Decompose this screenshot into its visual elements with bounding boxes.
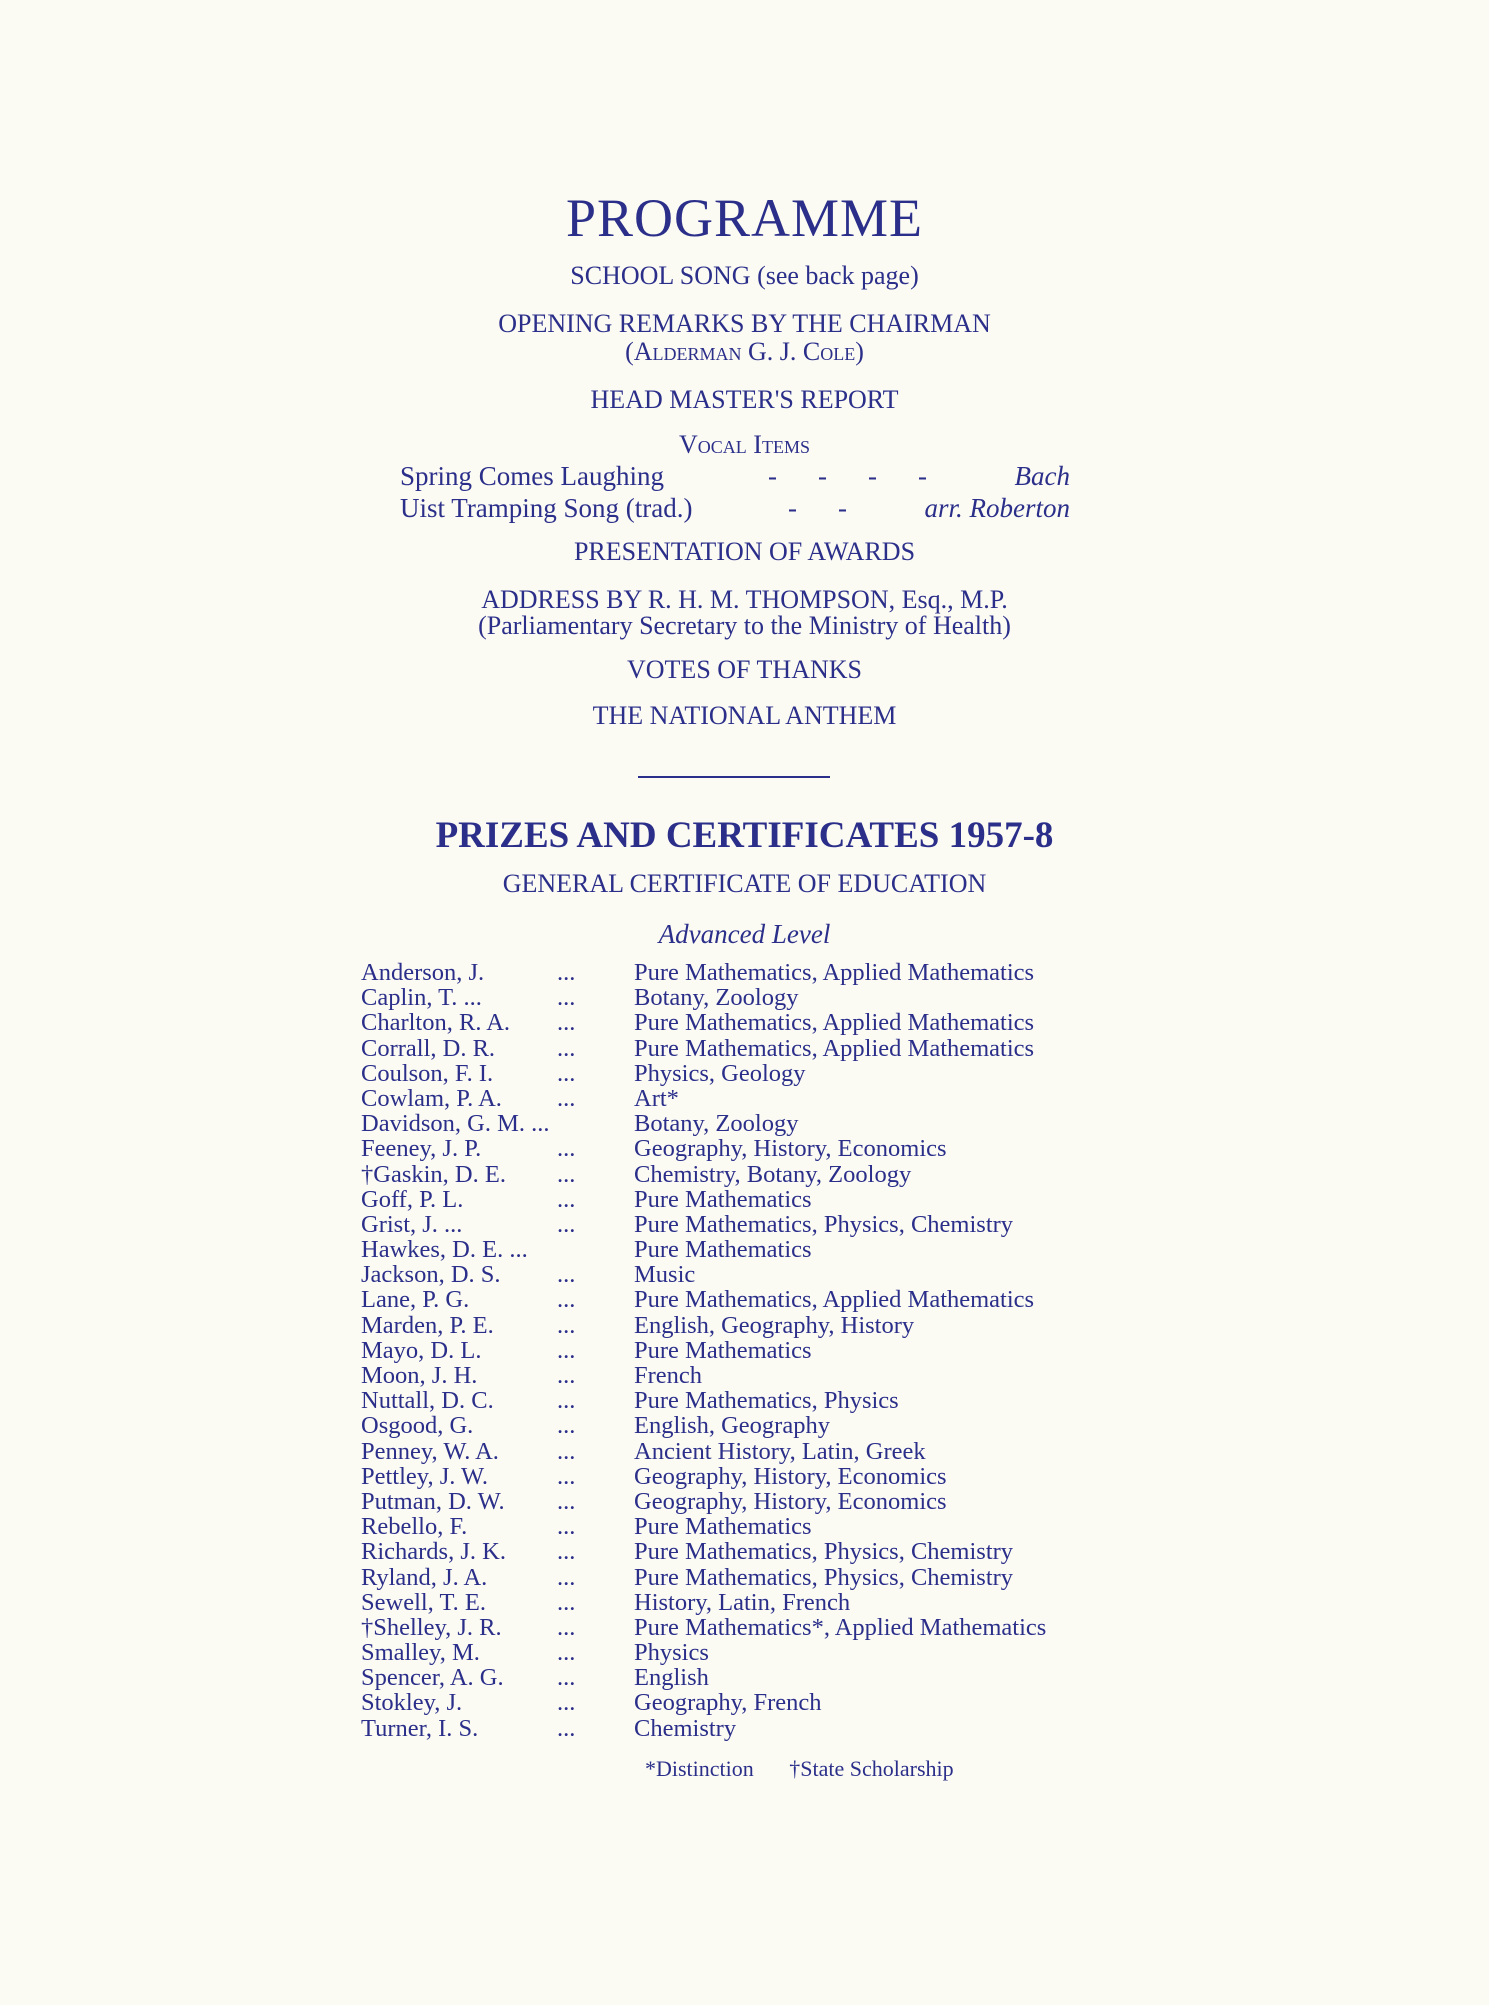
student-name: Ryland, J. A. (361, 1563, 488, 1591)
result-row (330, 1640, 1130, 1665)
student-name: Putman, D. W. (361, 1487, 505, 1515)
student-name: Grist, J. ... (361, 1210, 463, 1238)
result-row (330, 1187, 1130, 1212)
student-name: Anderson, J. (361, 959, 485, 986)
result-row (330, 1590, 1130, 1615)
subjects-passed: Geography, History, Economics (634, 1135, 947, 1163)
subjects-passed: Geography, History, Economics (634, 1487, 947, 1515)
result-row (330, 1363, 1130, 1388)
result-row (330, 1010, 1130, 1035)
presentation-item: PRESENTATION OF AWARDS (573, 537, 916, 566)
chairman-name: (Alderman G. J. Cole) (625, 337, 864, 366)
result-row (330, 1338, 1130, 1363)
result-row (330, 1464, 1130, 1489)
subjects-passed: History, Latin, French (634, 1588, 851, 1616)
leader-dots: ... (557, 1185, 576, 1213)
leader-dots: ... (557, 1412, 576, 1440)
leader-dots: ... (557, 1336, 576, 1364)
subjects-passed: Geography, History, Economics (634, 1462, 947, 1490)
vocal-item-title: Spring Comes Laughing (400, 461, 664, 491)
result-row (330, 985, 1130, 1010)
student-name: Marden, P. E. (361, 1311, 494, 1339)
prizes-subtitle: GENERAL CERTIFICATE OF EDUCATION (502, 869, 987, 898)
result-row (330, 1313, 1130, 1338)
vocal-item (400, 460, 1070, 492)
leader-dots: ... (557, 959, 576, 986)
result-row (330, 1439, 1130, 1464)
student-name: Coulson, F. I. (361, 1059, 494, 1087)
result-row (330, 1111, 1130, 1136)
result-row (330, 1716, 1130, 1741)
vocal-item (400, 492, 1070, 524)
student-name: Richards, J. K. (361, 1538, 506, 1566)
student-name: Moon, J. H. (361, 1362, 478, 1389)
leader-dots: ... (557, 1714, 576, 1742)
subjects-passed: Pure Mathematics, Applied Mathematics (634, 959, 1035, 986)
leader-dots: ... (557, 1160, 576, 1188)
leader-dots: ... (557, 1689, 576, 1717)
leader-dots: ... (557, 1538, 576, 1566)
footnotes (645, 1756, 984, 1782)
vocal-item-dash: - (918, 461, 927, 491)
subjects-passed: Pure Mathematics, Physics (634, 1387, 899, 1415)
subjects-passed: English, Geography (634, 1412, 830, 1440)
subjects-passed: Pure Mathematics, Applied Mathematics (634, 1009, 1035, 1037)
vocal-item-dash: - (838, 493, 847, 523)
votes-of-thanks-item: VOTES OF THANKS (627, 655, 862, 684)
vocal-items-list (400, 460, 1070, 524)
result-row (330, 1061, 1130, 1086)
leader-dots: ... (557, 1286, 576, 1314)
subjects-passed: Pure Mathematics, Physics, Chemistry (634, 1210, 1014, 1238)
student-name: Cowlam, P. A. (361, 1084, 502, 1112)
vocal-item-dash: - (768, 461, 777, 491)
student-name: Feeney, J. P. (361, 1135, 482, 1163)
result-row (330, 1086, 1130, 1111)
leader-dots: ... (557, 1513, 576, 1541)
vocal-item-composer: arr. Roberton (924, 493, 1070, 523)
result-row (330, 1162, 1130, 1187)
vocal-item-dash: - (868, 461, 877, 491)
subjects-passed: Chemistry (634, 1714, 737, 1742)
vocal-item-title: Uist Tramping Song (trad.) (400, 493, 693, 523)
leader-dots: ... (557, 1437, 576, 1465)
vocal-item-dash: - (788, 493, 797, 523)
vocal-item-dash: - (818, 461, 827, 491)
level-heading: Advanced Level (658, 919, 831, 949)
subjects-passed: Pure Mathematics, Applied Mathematics (634, 1286, 1035, 1314)
result-row (330, 1262, 1130, 1287)
student-name: †Gaskin, D. E. (361, 1160, 506, 1188)
school-song-item: SCHOOL SONG (see back page) (570, 261, 919, 290)
result-row (330, 1690, 1130, 1715)
leader-dots: ... (557, 1084, 576, 1112)
subjects-passed: Pure Mathematics (634, 1236, 812, 1264)
result-row (330, 1136, 1130, 1161)
subjects-passed: Physics (634, 1639, 709, 1667)
head-master-report-item: HEAD MASTER'S REPORT (590, 385, 899, 414)
student-name: Corrall, D. R. (361, 1034, 496, 1062)
subjects-passed: Pure Mathematics, Physics, Chemistry (634, 1563, 1014, 1591)
student-name: Sewell, T. E. (361, 1588, 486, 1616)
student-name: Nuttall, D. C. (361, 1387, 494, 1415)
subjects-passed: Art* (634, 1084, 679, 1112)
result-row (330, 960, 1130, 985)
student-name: Mayo, D. L. (361, 1336, 482, 1364)
student-name: Jackson, D. S. (361, 1261, 501, 1289)
leader-dots: ... (557, 1261, 576, 1289)
leader-dots: ... (557, 1613, 576, 1641)
student-name: Rebello, F. (361, 1513, 468, 1541)
opening-remarks-item: OPENING REMARKS BY THE CHAIRMAN (498, 309, 991, 338)
leader-dots: ... (557, 1588, 576, 1616)
student-name: †Shelley, J. R. (361, 1613, 502, 1641)
result-row (330, 1287, 1130, 1312)
distinction-note: *Distinction (645, 1756, 754, 1781)
prizes-title: PRIZES AND CERTIFICATES 1957-8 (435, 815, 1054, 856)
leader-dots: ... (557, 984, 576, 1012)
result-row (330, 1237, 1130, 1262)
result-row (330, 1413, 1130, 1438)
vocal-item-composer: Bach (1014, 461, 1070, 491)
subjects-passed: Pure Mathematics (634, 1336, 812, 1364)
student-name: Hawkes, D. E. ... (361, 1236, 528, 1264)
student-name: Goff, P. L. (361, 1185, 464, 1213)
leader-dots: ... (557, 1563, 576, 1591)
result-row (330, 1665, 1130, 1690)
subjects-passed: Botany, Zoology (634, 1110, 799, 1138)
leader-dots: ... (557, 1487, 576, 1515)
subjects-passed: Pure Mathematics (634, 1513, 812, 1541)
student-name: Smalley, M. (361, 1639, 480, 1667)
leader-dots: ... (557, 1462, 576, 1490)
student-name: Osgood, G. (361, 1412, 474, 1440)
result-row (330, 1489, 1130, 1514)
result-row (330, 1514, 1130, 1539)
leader-dots: ... (557, 1311, 576, 1339)
subjects-passed: Music (634, 1261, 696, 1289)
address-item: ADDRESS BY R. H. M. THOMPSON, Esq., M.P. (481, 585, 1008, 614)
subjects-passed: English, Geography, History (634, 1311, 915, 1339)
leader-dots: ... (557, 1009, 576, 1037)
leader-dots: ... (557, 1362, 576, 1389)
subjects-passed: Pure Mathematics (634, 1185, 812, 1213)
subjects-passed: French (634, 1362, 703, 1389)
result-row (330, 1212, 1130, 1237)
leader-dots: ... (557, 1639, 576, 1667)
result-row (330, 1539, 1130, 1564)
subjects-passed: Physics, Geology (634, 1059, 806, 1087)
result-row (330, 1036, 1130, 1061)
subjects-passed: Pure Mathematics*, Applied Mathematics (634, 1613, 1047, 1641)
student-name: Pettley, J. W. (361, 1462, 489, 1490)
subjects-passed: Ancient History, Latin, Greek (634, 1437, 926, 1465)
result-row (330, 1615, 1130, 1640)
subjects-passed: English (634, 1664, 709, 1692)
subjects-passed: Chemistry, Botany, Zoology (634, 1160, 912, 1188)
result-row (330, 1565, 1130, 1590)
scholarship-note: †State Scholarship (789, 1756, 954, 1781)
programme-title: PROGRAMME (565, 188, 924, 248)
student-name: Penney, W. A. (361, 1437, 499, 1465)
leader-dots: ... (557, 1034, 576, 1062)
leader-dots: ... (557, 1059, 576, 1087)
student-name: Spencer, A. G. (361, 1664, 504, 1692)
section-divider (638, 776, 830, 778)
leader-dots: ... (557, 1210, 576, 1238)
student-name: Lane, P. G. (361, 1286, 470, 1314)
student-name: Caplin, T. ... (361, 984, 482, 1012)
subjects-passed: Geography, French (634, 1689, 822, 1717)
results-list (330, 960, 1130, 1741)
subjects-passed: Pure Mathematics, Physics, Chemistry (634, 1538, 1014, 1566)
national-anthem-item: THE NATIONAL ANTHEM (592, 701, 897, 730)
student-name: Stokley, J. (361, 1689, 463, 1717)
leader-dots: ... (557, 1387, 576, 1415)
student-name: Turner, I. S. (361, 1714, 479, 1742)
subjects-passed: Pure Mathematics, Applied Mathematics (634, 1034, 1035, 1062)
subjects-passed: Botany, Zoology (634, 984, 799, 1012)
address-detail: (Parliamentary Secretary to the Ministry of Health) (478, 611, 1011, 640)
result-row (330, 1388, 1130, 1413)
vocal-items-heading: Vocal Items (679, 430, 810, 459)
leader-dots: ... (557, 1135, 576, 1163)
student-name: Davidson, G. M. ... (361, 1110, 550, 1138)
leader-dots: ... (557, 1664, 576, 1692)
student-name: Charlton, R. A. (361, 1009, 511, 1037)
